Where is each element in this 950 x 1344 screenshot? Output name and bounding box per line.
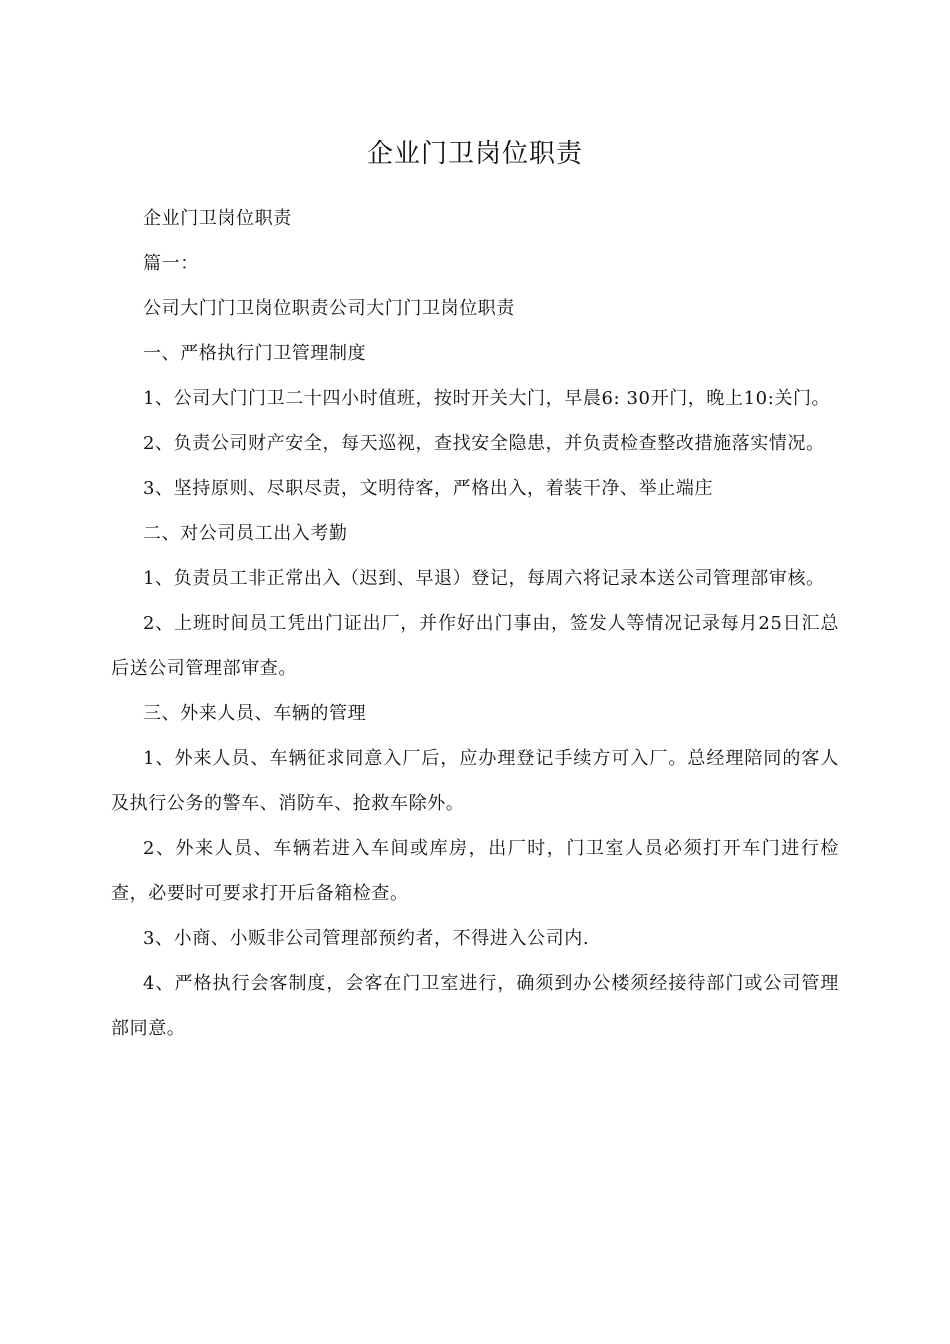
paragraph: 企业门卫岗位职责 [143,208,292,229]
section-heading: 二、对公司员工出入考勤 [143,523,348,544]
section-heading: 一、严格执行门卫管理制度 [143,343,367,364]
paragraph: 1、负责员工非正常出入（迟到、早退）登记，每周六将记录本送公司管理部审核。 [143,568,825,589]
paragraph: 4、严格执行会客制度，会客在门卫室进行，确须到办公楼须经接待部门或公司管理部同意。 [111,973,839,1039]
document-body [111,196,839,1051]
paragraph: 1、外来人员、车辆征求同意入厂后，应办理登记手续方可入厂。总经理陪同的客人及执行公务的警车、消防车、抢救车除外。 [111,748,839,814]
paragraph: 2、负责公司财产安全，每天巡视，查找安全隐患，并负责检查整改措施落实情况。 [143,433,825,454]
paragraph: 2、上班时间员工凭出门证出厂，并作好出门事由，签发人等情况记录每月25日汇总后送公司管理部审查。 [111,613,839,679]
section-heading: 三、外来人员、车辆的管理 [143,703,367,724]
paragraph: 3、小商、小贩非公司管理部预约者，不得进入公司内. [143,928,590,949]
paragraph: 3、坚持原则、尽职尽责，文明待客，严格出入，着装干净、举止端庄 [143,478,714,499]
paragraph: 公司大门门卫岗位职责公司大门门卫岗位职责 [143,298,515,319]
paragraph: 1、公司大门门卫二十四小时值班，按时开关大门，早晨6: 30开门，晚上10:关门。 [143,388,831,409]
paragraph: 篇一： [143,253,199,274]
document-title: 企业门卫岗位职责 [366,139,583,169]
paragraph: 2、外来人员、车辆若进入车间或库房，出厂时，门卫室人员必须打开车门进行检查，必要时可要求打开后备箱检查。 [111,838,839,904]
